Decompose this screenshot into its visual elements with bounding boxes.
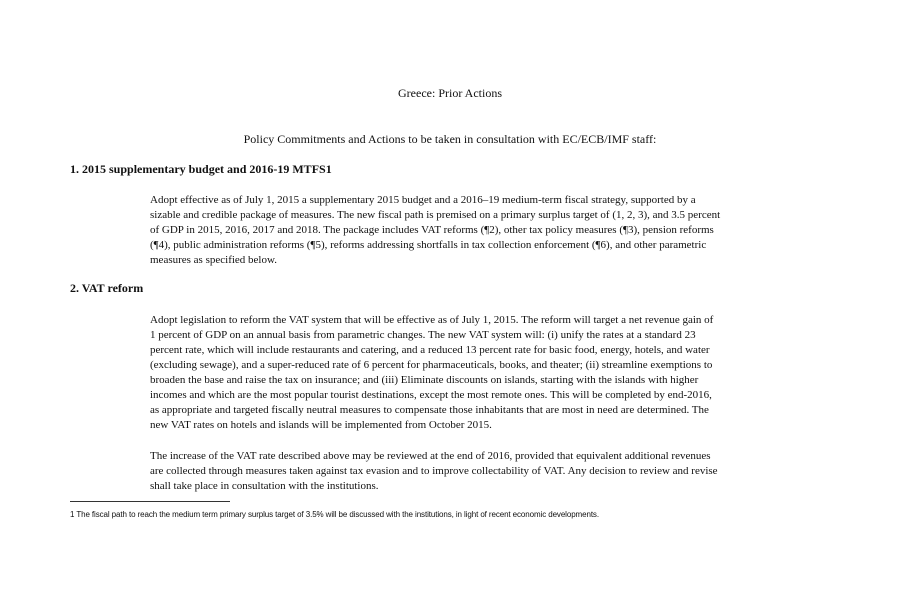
paragraph-line: Adopt legislation to reform the VAT system that will be effective as of July 1, 2015. The reform will target a net revenue gain of bbox=[150, 314, 714, 326]
paragraph-line: sizable and credible package of measures. The new fiscal path is premised on a primary surplus target of (1, 2, 3), and 3.5 percent bbox=[150, 209, 721, 221]
footnote-divider bbox=[70, 501, 230, 502]
document-title: Greece: Prior Actions bbox=[398, 86, 502, 100]
paragraph-line: (¶4), public administration reforms (¶5), reforms addressing shortfalls in tax collection enforcement (¶6), and other parametric bbox=[150, 239, 707, 251]
paragraph-line: (excluding sewage), and a super-reduced rate of 6 percent for pharmaceuticals, books, and theater; (ii) streamline exemptions to bbox=[150, 359, 713, 371]
paragraph-line: as appropriate and targeted fiscally neutral measures to compensate those inhabitants that are most in need are determined. The bbox=[150, 404, 709, 416]
paragraph-line: The increase of the VAT rate described above may be reviewed at the end of 2016, provided that equivalent additional revenues bbox=[150, 450, 711, 462]
paragraph-line: incomes and which are the most popular tourist destinations, except the most remote ones. This will be completed by end-2016, bbox=[150, 389, 712, 401]
paragraph-line: are collected through measures taken against tax evasion and to improve collectability of VAT. Any decision to review and revise bbox=[150, 465, 718, 477]
paragraph-line: measures as specified below. bbox=[150, 254, 277, 266]
section-heading-budget: 1. 2015 supplementary budget and 2016-19 MTFS1 bbox=[70, 162, 332, 176]
section-heading-vat: 2. VAT reform bbox=[70, 281, 144, 295]
paragraph-line: percent rate, which will include restaurants and catering, and a reduced 13 percent rate for basic food, energy, hotels, and water bbox=[150, 344, 710, 356]
paragraph-line: shall take place in consultation with the institutions. bbox=[150, 480, 379, 492]
paragraph-line: of GDP in 2015, 2016, 2017 and 2018. The package includes VAT reforms (¶2), other tax policy measures (¶3), pension reforms bbox=[150, 224, 714, 236]
document-subtitle: Policy Commitments and Actions to be taken in consultation with EC/ECB/IMF staff: bbox=[243, 132, 657, 146]
paragraph-line: new VAT rates on hotels and islands will be implemented from October 2015. bbox=[150, 419, 492, 431]
section-paragraph-vat-review bbox=[150, 449, 840, 494]
paragraph-line: 1 percent of GDP on an annual basis from parametric changes. The new VAT system will: (i) unify the rates at a standard 23 bbox=[150, 329, 696, 341]
paragraph-line: broaden the base and raise the tax on insurance; and (iii) Eliminate discounts on islands, starting with the islands with higher bbox=[150, 374, 699, 386]
paragraph-line: Adopt effective as of July 1, 2015 a supplementary 2015 budget and a 2016–19 medium-term fiscal strategy, supported by a bbox=[150, 194, 696, 206]
section-paragraph-budget bbox=[150, 193, 840, 268]
section-paragraph-vat-reform bbox=[150, 313, 840, 433]
footnote-text: 1 The fiscal path to reach the medium term primary surplus target of 3.5% will be discussed with the institutions, in light of recent economic developments. bbox=[70, 510, 599, 519]
